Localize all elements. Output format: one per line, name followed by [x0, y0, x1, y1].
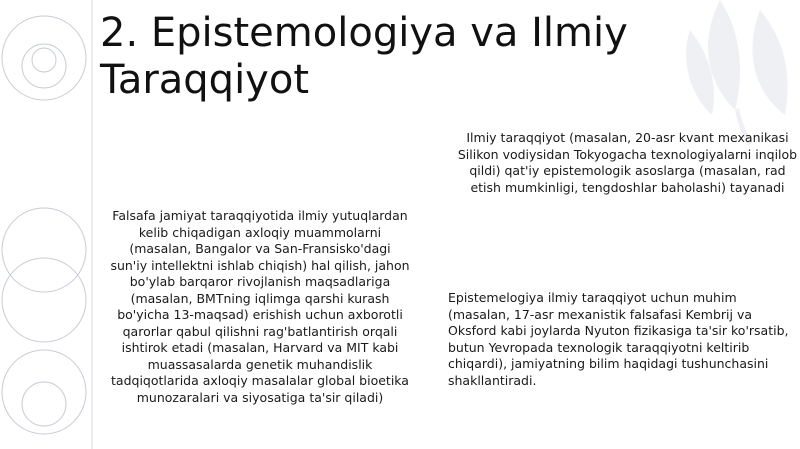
paragraph-right-top: Ilmiy taraqqiyot (masalan, 20-asr kvant mexanikasi Silikon vodiysidan Tokyogacha texnologiyalarni inqilob qildi) qat'iy epistemologik asoslarga (masalan, rad etish mumkinligi, tengdoshlar baholashi) tayanadi — [457, 130, 798, 195]
decorative-circle-large-top — [2, 16, 86, 100]
paragraph-left: Falsafa jamiyat taraqqiyotida ilmiy yutuqlardan kelib chiqadigan axloqiy muammolarni (masalan, Bangalor va San-Fransisko'dagi sun'iy intellektni ishlab chiqish) hal qilish, jahon bo'ylab barqaror rivojlanish maqsadlariga (masalan, BMTning iqlimga qarshi kurash bo'yicha 13-maqsad) erishish uchun axborotli qarorlar qabul qilishni rag'batlantirish orqali ishtirok etadi (masalan, Harvard va MIT kabi muassasalarda genetik muhandislik tadqiqotlarida axloqiy masalalar global bioetika munozaralari va siyosatiga ta'sir qiladi) — [110, 208, 410, 405]
slide-title: 2. Epistemologiya va Ilmiy Taraqqiyot — [100, 10, 628, 103]
decorative-circle-small-top — [32, 48, 56, 72]
decorative-circle-inner-bottom — [22, 382, 66, 426]
paragraph-right-bottom: Epistemelogiya ilmiy taraqqiyot uchun muhim (masalan, 17-asr mexanistik falsafasi Kembrij va Oksford kabi joylarda Nyuton fizikasiga ta'sir ko'rsatib, butun Yevropada texnologik taraqqiyotni keltirib chiqardi), jamiyatning bilim haqidagi tushunchasini shakllantiradi. — [448, 290, 789, 388]
decorative-circle-large-bottom — [2, 208, 86, 292]
decorative-circles — [2, 16, 86, 434]
leaf-watermark-icon — [686, 0, 787, 145]
decorative-circle-medium-top — [22, 44, 66, 88]
decorative-circle-outer-bottom — [2, 350, 86, 434]
decorative-circle-medium-bottom — [2, 258, 86, 342]
